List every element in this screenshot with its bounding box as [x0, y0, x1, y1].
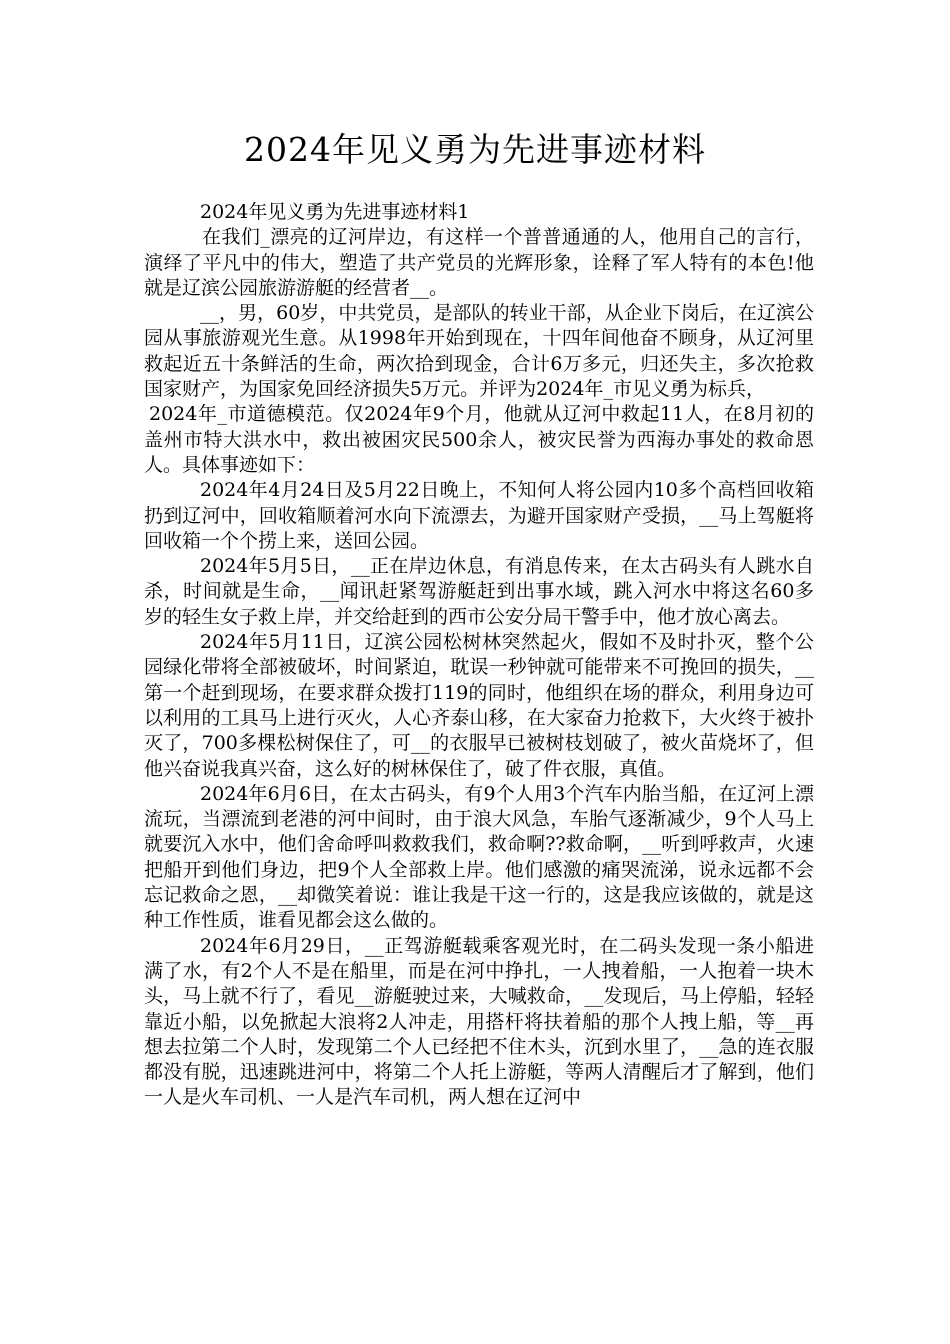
document-title: 2024年见义勇为先进事迹材料 [244, 130, 706, 169]
paragraph-1: 在我们_漂亮的辽河岸边，有这样一个普普通通的人，他用自己的言行，演绎了平凡中的伟大，塑造了共产党员的光辉形象，诠释了军人特有的本色!他就是辽滨公园旅游游艇的经营者__。 [144, 226, 814, 299]
paragraph-4: 2024年4月24日及5月22日晚上，不知何人将公园内10多个高档回收箱扔到辽河中，回收箱顺着河水向下流漂去，为避开国家财产受损，__马上驾艇将回收箱一个个捞上来，送回公园。 [144, 479, 814, 552]
document-body [144, 200, 814, 1111]
section-heading: 2024年见义勇为先进事迹材料1 [200, 201, 470, 223]
paragraph-8: 2024年6月29日，__正驾游艇载乘客观光时，在二码头发现一条小船进满了水，有2个人不是在船里，而是在河中挣扎，一人拽着船，一人抱着一块木头，马上就不行了，看见__游艇驶过来，大喊救命，__发现后，马上停船，轻轻靠近小船，以免掀起大浪将2人冲走，用搭杆将扶着船的那个人拽上船，等__再想去拉第二个人时，发现第二个人已经把不住木头，沉到水里了，__急的连衣服都没有脱，迅速跳进河中，将第二个人托上游艇，等两人清醒后才了解到，他们一人是火车司机、一人是汽车司机，两人想在辽河中 [144, 934, 814, 1109]
paragraph-5: 2024年5月5日，__正在岸边休息，有消息传来，在太古码头有人跳水自杀，时间就是生命，__闻讯赶紧驾游艇赶到出事水域，跳入河水中将这名60多岁的轻生女子救上岸，并交给赶到的西市公安分局干警手中，他才放心离去。 [144, 555, 814, 628]
paragraph-6: 2024年5月11日，辽滨公园松树林突然起火，假如不及时扑灭，整个公园绿化带将全部被破坏，时间紧迫，耽误一秒钟就可能带来不可挽回的损失，__第一个赶到现场，在要求群众拨打119的同时，他组织在场的群众，利用身边可以利用的工具马上进行灭火，人心齐泰山移，在大家奋力抢救下，大火终于被扑灭了，700多棵松树保住了，可__的衣服早已被树枝划破了，被火苗烧坏了，但他兴奋说我真兴奋，这么好的树林保住了，破了件衣服，真值。 [144, 631, 814, 780]
paragraph-2: __，男，60岁，中共党员，是部队的转业干部，从企业下岗后，在辽滨公园从事旅游观光生意。从1998年开始到现在，十四年间他奋不顾身，从辽河里救起近五十条鲜活的生命，两次拾到现金，合计6万多元，归还失主，多次抢救国家财产，为国家免回经济损失5万元。并评为2024年_市见义勇为标兵， [144, 302, 814, 401]
paragraph-7: 2024年6月6日，在太古码头，有9个人用3个汽车内胎当船，在辽河上漂流玩，当漂流到老港的河中间时，由于浪大风急，车胎气逐渐减少，9个人马上就要沉入水中，他们舍命呼叫救救我们，救命啊??救命啊，__听到呼救声，火速把船开到他们身边，把9个人全部救上岸。他们感激的痛哭流涕，说永远都不会忘记救命之恩，__却微笑着说：谁让我是干这一行的，这是我应该做的，就是这种工作性质，谁看见都会这么做的。 [144, 782, 814, 932]
paragraph-3: 2024年_市道德模范。仅2024年9个月，他就从辽河中救起11人，在8月初的盖州市特大洪水中，救出被困灾民500余人，被灾民誉为西海办事处的救命恩人。具体事迹如下： [144, 403, 814, 476]
